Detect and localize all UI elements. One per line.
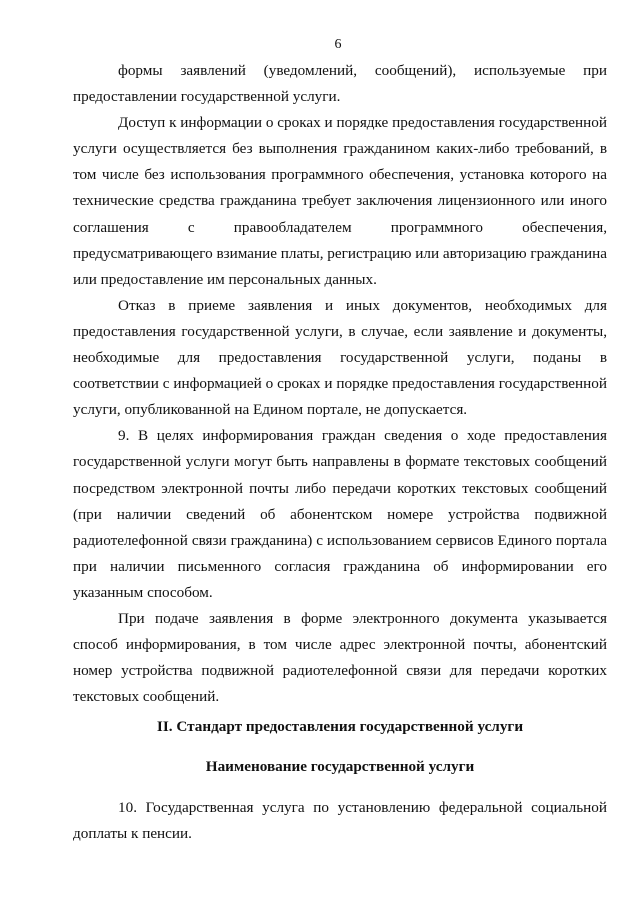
paragraph-forms: формы заявлений (уведомлений, сообщений), используемые при предоставлении государственной услуги. [73, 62, 607, 106]
page-number: 6 [334, 37, 342, 52]
section-heading: II. Стандарт предоставления государственной услуги [156, 718, 524, 736]
paragraph-item-9: 9. В целях информирования граждан сведения о ходе предоставления государственной услуги могут быть направлены в формате текстовых сообщений посредством электронной почты либо передачи коротких текстовых сообщений (при наличии сведений об абонентском номере устройства подвижной радиотелефонной связи гражданина) с использованием сервисов Единого портала при наличии письменного согласия гражданина об информировании его указанным способом. [73, 427, 607, 601]
paragraph-notification-method: При подаче заявления в форме электронного документа указывается способ информирования, в том числе адрес электронной почты, абонентский номер устройства подвижной радиотелефонной связи для передачи коротких текстовых сообщений. [73, 609, 607, 706]
subsection-heading: Наименование государственной услуги [205, 758, 475, 776]
paragraph-access-info: Доступ к информации о сроках и порядке предоставления государственной услуги осуществляется без выполнения гражданином каких-либо требований, в том числе без использования программного обеспечения, установка которого на технические средства гражданина требует заключения лицензионного или иного соглашения с правообладателем программного обеспечения, предусматривающего взимание платы, регистрацию или авторизацию гражданина или предоставление им персональных данных. [73, 114, 607, 288]
document-body [73, 58, 607, 847]
paragraph-refusal: Отказ в приеме заявления и иных документов, необходимых для предоставления государственной услуги, в случае, если заявление и документы, необходимые для предоставления государственной услуги, поданы в соответствии с информацией о сроках и порядке предоставления государственной услуги, опубликованной на Едином портале, не допускается. [73, 296, 607, 419]
paragraph-item-10: 10. Государственная услуга по установлению федеральной социальной доплаты к пенсии. [73, 798, 607, 842]
